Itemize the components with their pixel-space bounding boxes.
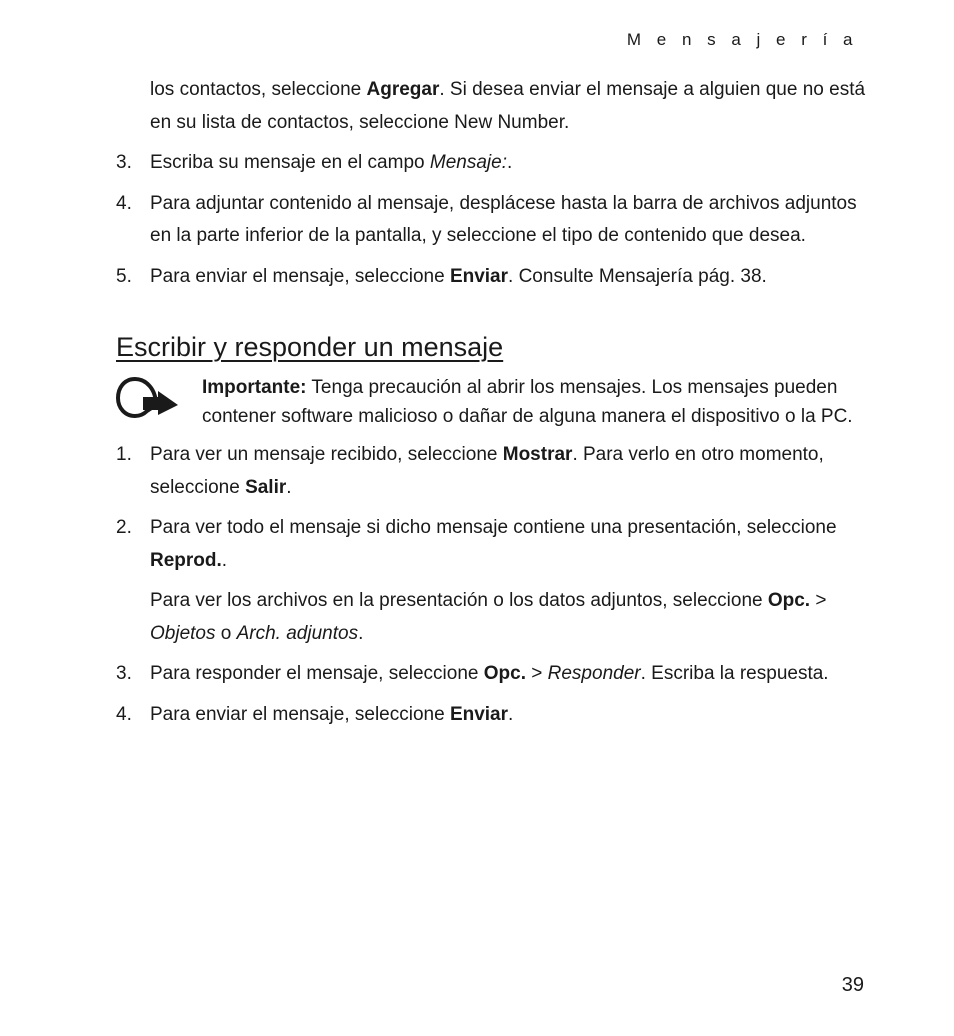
- text: Para enviar el mensaje, seleccione: [150, 703, 450, 725]
- italic-term: Objetos: [150, 622, 216, 644]
- italic-term: Responder: [547, 663, 641, 684]
- list-item: [116, 188, 866, 253]
- text: Para ver todo el mensaje si dicho mensaje contiene una presentación, seleccione: [150, 517, 837, 538]
- bold-term: Enviar: [449, 703, 509, 725]
- text: . Consulte Mensajería pág. 38.: [508, 265, 767, 287]
- text: Para responder el mensaje, seleccione: [150, 663, 484, 684]
- page-number: 39: [841, 974, 864, 996]
- text: Para adjuntar contenido al mensaje, desplácese hasta la barra de archivos adjuntos en la parte inferior de la pantalla, y seleccione el tipo de contenido que desea.: [150, 192, 857, 246]
- item-number: 5.: [116, 265, 132, 287]
- text: .: [286, 476, 292, 498]
- bold-term: Enviar: [449, 265, 509, 287]
- text: . Escriba la respuesta.: [640, 663, 829, 684]
- item-number: 3.: [116, 152, 132, 173]
- section-title: Escribir y responder un mensaje: [116, 332, 504, 362]
- text: >: [525, 663, 548, 684]
- bold-term: Salir: [245, 476, 287, 498]
- list-item-continuation: [116, 585, 866, 650]
- bold-term: Opc.: [767, 590, 811, 611]
- text: los contactos, seleccione: [150, 79, 367, 100]
- item-number: 4.: [116, 192, 132, 214]
- list-item: [116, 699, 866, 732]
- text: o: [215, 622, 237, 644]
- text: .: [506, 152, 513, 173]
- text: . Para verlo en otro momento, seleccione: [150, 444, 824, 498]
- text: Para ver un mensaje recibido, seleccione: [150, 444, 503, 465]
- list-item: [116, 147, 866, 180]
- italic-term: Arch. adjuntos: [236, 622, 359, 644]
- text: .: [508, 703, 514, 725]
- note-label: Importante:: [202, 377, 307, 398]
- italic-term: Mensaje:: [429, 152, 507, 173]
- list-item: [116, 261, 866, 294]
- list-item: [116, 512, 866, 577]
- bold-term: Reprod.: [150, 549, 222, 571]
- bold-term: Mostrar: [502, 444, 573, 465]
- item-number: 3.: [116, 663, 132, 684]
- note-text: Tenga precaución al abrir los mensajes. Los mensajes pueden contener software malicioso o dañar de alguna manera el dispositivo o la PC.: [202, 377, 853, 427]
- text: Para enviar el mensaje, seleccione: [150, 265, 450, 287]
- text: Para ver los archivos en la presentación o los datos adjuntos, seleccione: [150, 590, 768, 611]
- important-hand-icon: [116, 375, 180, 419]
- text: .: [221, 549, 228, 571]
- continued-paragraph: [116, 74, 866, 139]
- list-item: [116, 439, 866, 504]
- page-content: [116, 74, 866, 739]
- item-number: 1.: [116, 444, 132, 465]
- running-header: M e n s a j e r í a: [626, 30, 858, 49]
- text: Escriba su mensaje en el campo: [150, 152, 430, 173]
- text: . Si desea enviar el mensaje a alguien que no está en su lista de contactos, seleccione New Number.: [150, 79, 866, 133]
- bold-term: Agregar: [366, 79, 440, 100]
- text: >: [810, 590, 827, 611]
- item-number: 4.: [116, 703, 132, 725]
- bold-term: Opc.: [483, 663, 526, 684]
- item-number: 2.: [116, 517, 132, 538]
- important-note: [116, 373, 866, 431]
- text: .: [358, 622, 364, 644]
- list-item: [116, 658, 866, 691]
